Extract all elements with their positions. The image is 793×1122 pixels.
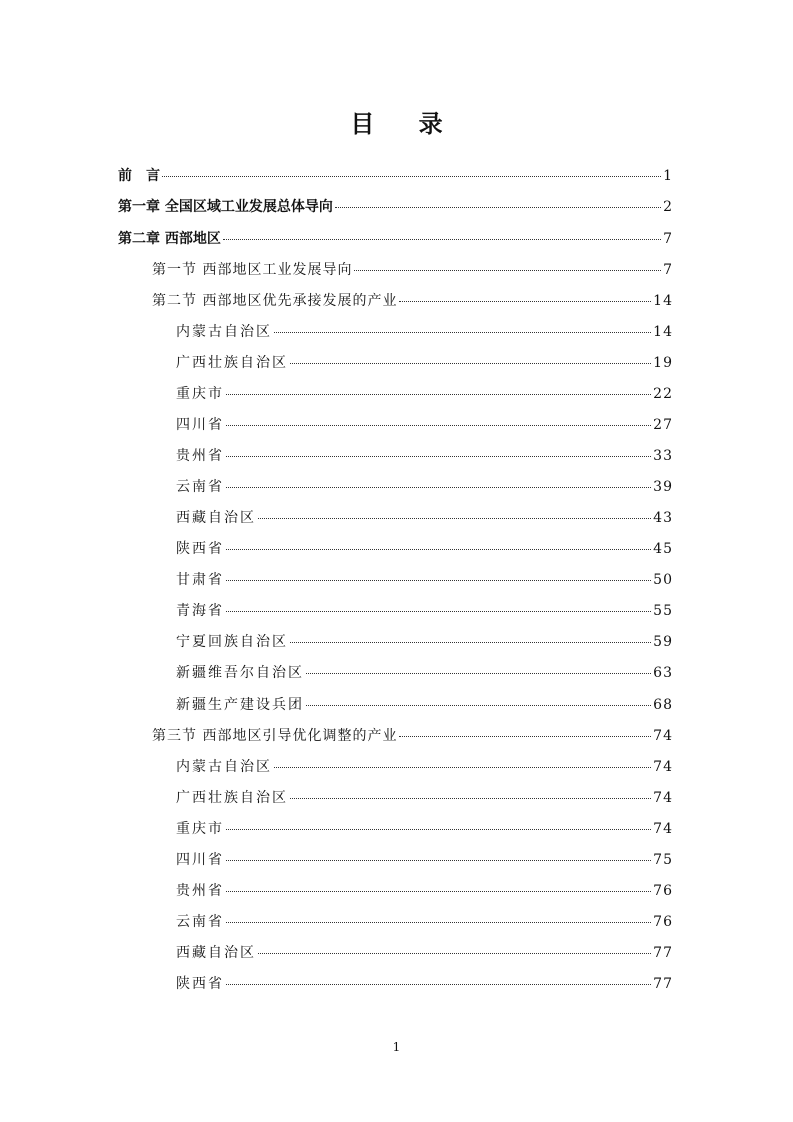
toc-entry-page: 76 [653,883,673,899]
toc-entry-page: 63 [653,665,673,681]
leader-dots [226,394,651,395]
toc-entry-label: 新疆维吾尔自治区 [176,665,304,681]
toc-entry-label: 前 言 [118,168,160,184]
toc-entry-label: 西藏自治区 [176,510,256,526]
toc-entry-region[interactable] [176,911,673,931]
toc-entry-region[interactable] [176,569,673,589]
leader-dots [354,270,661,271]
toc-entry-page: 75 [653,852,673,868]
toc-entry-page: 77 [653,945,673,961]
toc-entry-region[interactable] [176,787,673,807]
toc-entry-region[interactable] [176,694,673,714]
leader-dots [306,673,651,674]
toc-entry-region[interactable] [176,973,673,993]
toc-entry-region[interactable] [176,631,673,651]
leader-dots [162,176,661,177]
toc-entry-page: 7 [663,262,673,278]
leader-dots [306,705,651,706]
toc-entry-label: 甘肃省 [176,572,224,588]
toc-entry-region[interactable] [176,476,673,496]
toc-entry-region[interactable] [176,538,673,558]
leader-dots [399,301,651,302]
toc-entry-region[interactable] [176,880,673,900]
leader-dots [335,207,661,208]
leader-dots [290,798,651,799]
toc-entry-section-3[interactable] [152,725,673,745]
leader-dots [290,642,651,643]
toc-entry-page: 2 [663,199,673,215]
leader-dots [226,891,651,892]
toc-entry-page: 74 [653,759,673,775]
toc-entry-page: 19 [653,355,673,371]
leader-dots [399,736,651,737]
leader-dots [226,860,651,861]
toc-entry-page: 7 [663,231,673,247]
toc-entry-label: 四川省 [176,852,224,868]
toc-entry-page: 39 [653,479,673,495]
toc-entry-region[interactable] [176,849,673,869]
toc-entry-region[interactable] [176,352,673,372]
toc-entry-region[interactable] [176,756,673,776]
toc-entry-page: 33 [653,448,673,464]
toc-entry-label: 内蒙古自治区 [176,759,272,775]
toc-entry-label: 陕西省 [176,541,224,557]
leader-dots [274,767,651,768]
toc-entry-region[interactable] [176,321,673,341]
toc-entry-page: 76 [653,914,673,930]
leader-dots [226,580,651,581]
toc-entry-label: 陕西省 [176,976,224,992]
toc-entry-page: 74 [653,821,673,837]
toc-entry-page: 74 [653,728,673,744]
toc-entry-label: 第三节 西部地区引导优化调整的产业 [152,728,398,744]
toc-entry-page: 14 [653,293,673,309]
toc-entry-section-2[interactable] [152,290,673,310]
leader-dots [274,332,651,333]
toc-entry-label: 四川省 [176,417,224,433]
toc-entry-page: 68 [653,697,673,713]
toc-entry-page: 27 [653,417,673,433]
toc-entry-preface[interactable] [118,165,673,185]
toc-entry-region[interactable] [176,414,673,434]
leader-dots [226,922,651,923]
leader-dots [226,611,651,612]
leader-dots [226,487,651,488]
toc-entry-label: 云南省 [176,479,224,495]
leader-dots [223,239,661,240]
toc-entry-page: 1 [663,168,673,184]
toc-entry-page: 74 [653,790,673,806]
toc-entry-page: 43 [653,510,673,526]
toc-entry-label: 新疆生产建设兵团 [176,697,304,713]
leader-dots [258,953,651,954]
toc-entry-region[interactable] [176,662,673,682]
toc-entry-page: 50 [653,572,673,588]
toc-entry-label: 广西壮族自治区 [176,790,288,806]
toc-entry-page: 14 [653,324,673,340]
leader-dots [226,456,651,457]
leader-dots [226,549,651,550]
toc-entry-label: 第二章 西部地区 [118,231,221,247]
toc-entry-chapter-2[interactable] [118,228,673,248]
toc-entry-page: 59 [653,634,673,650]
toc-entry-region[interactable] [176,383,673,403]
toc-entry-page: 77 [653,976,673,992]
toc-entry-label: 云南省 [176,914,224,930]
toc-entry-region[interactable] [176,942,673,962]
toc-entry-page: 22 [653,386,673,402]
toc-entry-region[interactable] [176,600,673,620]
toc-entry-label: 西藏自治区 [176,945,256,961]
toc-entry-region[interactable] [176,818,673,838]
toc-entry-region[interactable] [176,507,673,527]
toc-title: 目 录 [350,110,461,138]
leader-dots [258,518,651,519]
leader-dots [226,984,651,985]
toc-entry-label: 广西壮族自治区 [176,355,288,371]
toc-entry-label: 贵州省 [176,883,224,899]
toc-entry-label: 青海省 [176,603,224,619]
toc-entry-label: 重庆市 [176,821,224,837]
toc-entry-label: 第二节 西部地区优先承接发展的产业 [152,293,398,309]
toc-entry-chapter-1[interactable] [118,196,673,216]
toc-entry-label: 第一章 全国区域工业发展总体导向 [118,199,333,215]
toc-entry-page: 55 [653,603,673,619]
toc-entry-label: 贵州省 [176,448,224,464]
toc-entry-region[interactable] [176,445,673,465]
leader-dots [226,829,651,830]
leader-dots [226,425,651,426]
leader-dots [290,363,651,364]
toc-entry-section-1[interactable] [152,259,673,279]
page-number: 1 [392,1040,401,1054]
toc-entry-page: 45 [653,541,673,557]
toc-entry-label: 宁夏回族自治区 [176,634,288,650]
toc-entry-label: 重庆市 [176,386,224,402]
toc-entry-label: 第一节 西部地区工业发展导向 [152,262,353,278]
toc-entry-label: 内蒙古自治区 [176,324,272,340]
